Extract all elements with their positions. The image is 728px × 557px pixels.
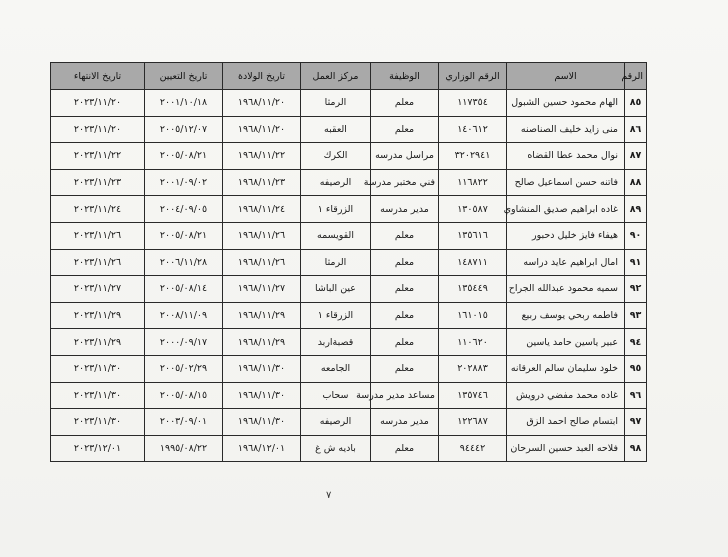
table-row bbox=[51, 435, 647, 462]
cell-name: هيفاء فايز خليل دحبور bbox=[507, 222, 625, 249]
header-job: الوظيفة bbox=[371, 63, 439, 90]
cell-ministry-id: ١٣٥٤٤٩ bbox=[439, 276, 507, 303]
cell-hire-date: ٢٠٠٠/٠٩/١٧ bbox=[145, 329, 223, 356]
cell-ministry-id: ١٦١٠١٥ bbox=[439, 302, 507, 329]
cell-name: فاطمه ربحي يوسف ربيع bbox=[507, 302, 625, 329]
cell-birth-date: ١٩٦٨/١١/٣٠ bbox=[223, 355, 301, 382]
cell-index: ٨٦ bbox=[625, 116, 647, 143]
cell-end-date: ٢٠٢٣/١١/٢٧ bbox=[51, 276, 145, 303]
cell-birth-date: ١٩٦٨/١١/٢٣ bbox=[223, 169, 301, 196]
cell-name: خلود سليمان سالم العرقانه bbox=[507, 355, 625, 382]
cell-work-center: الجامعه bbox=[301, 355, 371, 382]
cell-index: ٩٨ bbox=[625, 435, 647, 462]
cell-work-center: الرصيفه bbox=[301, 409, 371, 436]
cell-job: معلم bbox=[371, 276, 439, 303]
cell-birth-date: ١٩٦٨/١١/٣٠ bbox=[223, 382, 301, 409]
cell-index: ٨٥ bbox=[625, 90, 647, 117]
table-row bbox=[51, 116, 647, 143]
cell-end-date: ٢٠٢٣/١١/٢٢ bbox=[51, 143, 145, 170]
table-row bbox=[51, 196, 647, 223]
cell-index: ٩٥ bbox=[625, 355, 647, 382]
cell-name: الهام محمود حسين الشبول bbox=[507, 90, 625, 117]
cell-hire-date: ٢٠٠٥/٠٨/٢١ bbox=[145, 222, 223, 249]
cell-job: معلم bbox=[371, 222, 439, 249]
cell-end-date: ٢٠٢٣/١١/٢٦ bbox=[51, 222, 145, 249]
cell-index: ٩١ bbox=[625, 249, 647, 276]
cell-job: معلم bbox=[371, 90, 439, 117]
table-row bbox=[51, 302, 647, 329]
cell-ministry-id: ١٣٥٧٤٦ bbox=[439, 382, 507, 409]
cell-hire-date: ٢٠٠٥/١٢/٠٧ bbox=[145, 116, 223, 143]
cell-job: معلم bbox=[371, 249, 439, 276]
cell-birth-date: ١٩٦٨/١١/٢٠ bbox=[223, 90, 301, 117]
cell-name: عبير ياسين حامد ياسين bbox=[507, 329, 625, 356]
cell-work-center: الرصيفه bbox=[301, 169, 371, 196]
cell-job: مدير مدرسه bbox=[371, 409, 439, 436]
cell-name: فلاحه العبد حسين السرحان bbox=[507, 435, 625, 462]
header-work-center: مركز العمل bbox=[301, 63, 371, 90]
cell-hire-date: ٢٠٠١/٠٩/٠٢ bbox=[145, 169, 223, 196]
cell-work-center: باديه ش غ bbox=[301, 435, 371, 462]
cell-index: ٩٤ bbox=[625, 329, 647, 356]
table-row bbox=[51, 329, 647, 356]
cell-hire-date: ٢٠٠٥/٠٨/١٥ bbox=[145, 382, 223, 409]
cell-index: ٨٨ bbox=[625, 169, 647, 196]
table-row bbox=[51, 355, 647, 382]
cell-ministry-id: ١٤٠٦١٢ bbox=[439, 116, 507, 143]
table-row bbox=[51, 222, 647, 249]
cell-job: معلم bbox=[371, 435, 439, 462]
cell-work-center: قصبةاربد bbox=[301, 329, 371, 356]
cell-birth-date: ١٩٦٨/١٢/٠١ bbox=[223, 435, 301, 462]
cell-hire-date: ١٩٩٥/٠٨/٢٢ bbox=[145, 435, 223, 462]
cell-work-center: الرمثا bbox=[301, 249, 371, 276]
cell-hire-date: ٢٠٠٨/١١/٠٩ bbox=[145, 302, 223, 329]
cell-job: مساعد مدير مدرسة bbox=[371, 382, 439, 409]
cell-work-center: عين الباشا bbox=[301, 276, 371, 303]
cell-work-center: الرمثا bbox=[301, 90, 371, 117]
cell-end-date: ٢٠٢٣/١١/٢٠ bbox=[51, 116, 145, 143]
cell-ministry-id: ١١٧٣٥٤ bbox=[439, 90, 507, 117]
cell-index: ٨٧ bbox=[625, 143, 647, 170]
table-row bbox=[51, 382, 647, 409]
cell-hire-date: ٢٠٠٥/٠٢/٢٩ bbox=[145, 355, 223, 382]
cell-name: امال ابراهيم عايد دراسه bbox=[507, 249, 625, 276]
cell-name: غاده محمد مفضي درويش bbox=[507, 382, 625, 409]
cell-name: فاتنه حسن اسماعيل صالح bbox=[507, 169, 625, 196]
cell-end-date: ٢٠٢٣/١١/٢٩ bbox=[51, 302, 145, 329]
cell-job: مراسل مدرسه bbox=[371, 143, 439, 170]
cell-name: منى زايد خليف الصناصنه bbox=[507, 116, 625, 143]
cell-birth-date: ١٩٦٨/١١/٢٠ bbox=[223, 116, 301, 143]
cell-ministry-id: ٣٢٠٢٩٤١ bbox=[439, 143, 507, 170]
cell-ministry-id: ١٤٨٧١١ bbox=[439, 249, 507, 276]
cell-birth-date: ١٩٦٨/١١/٣٠ bbox=[223, 409, 301, 436]
cell-end-date: ٢٠٢٣/١١/٢٣ bbox=[51, 169, 145, 196]
cell-birth-date: ١٩٦٨/١١/٢٦ bbox=[223, 249, 301, 276]
table-header-row bbox=[51, 63, 647, 90]
cell-ministry-id: ١١٦٨٢٢ bbox=[439, 169, 507, 196]
cell-hire-date: ٢٠٠٣/٠٩/٠١ bbox=[145, 409, 223, 436]
cell-hire-date: ٢٠٠٦/١١/٢٨ bbox=[145, 249, 223, 276]
cell-hire-date: ٢٠٠٥/٠٨/٢١ bbox=[145, 143, 223, 170]
cell-name: ابتسام صالح احمد الزق bbox=[507, 409, 625, 436]
cell-job: فني مختبر مدرسة bbox=[371, 169, 439, 196]
header-name: الاسم bbox=[507, 63, 625, 90]
cell-birth-date: ١٩٦٨/١١/٢٧ bbox=[223, 276, 301, 303]
cell-ministry-id: ١١٠٦٢٠ bbox=[439, 329, 507, 356]
header-hire-date: تاريخ التعيين bbox=[145, 63, 223, 90]
cell-index: ٩٣ bbox=[625, 302, 647, 329]
cell-work-center: العقبه bbox=[301, 116, 371, 143]
cell-end-date: ٢٠٢٣/١١/٢٩ bbox=[51, 329, 145, 356]
cell-end-date: ٢٠٢٣/١١/٢٠ bbox=[51, 90, 145, 117]
cell-birth-date: ١٩٦٨/١١/٢٩ bbox=[223, 302, 301, 329]
cell-ministry-id: ٩٤٤٤٢ bbox=[439, 435, 507, 462]
cell-job: معلم bbox=[371, 116, 439, 143]
cell-hire-date: ٢٠٠٥/٠٨/١٤ bbox=[145, 276, 223, 303]
cell-ministry-id: ١٣٥٦١٦ bbox=[439, 222, 507, 249]
cell-hire-date: ٢٠٠٤/٠٩/٠٥ bbox=[145, 196, 223, 223]
cell-work-center: سحاب bbox=[301, 382, 371, 409]
header-end-date: تاريخ الانتهاء bbox=[51, 63, 145, 90]
cell-name: سميه محمود عبدالله الجراح bbox=[507, 276, 625, 303]
cell-index: ٩٢ bbox=[625, 276, 647, 303]
cell-birth-date: ١٩٦٨/١١/٢٩ bbox=[223, 329, 301, 356]
cell-birth-date: ١٩٦٨/١١/٢٤ bbox=[223, 196, 301, 223]
cell-job: معلم bbox=[371, 329, 439, 356]
cell-job: مدير مدرسه bbox=[371, 196, 439, 223]
cell-end-date: ٢٠٢٣/١١/٣٠ bbox=[51, 355, 145, 382]
header-ministry-id: الرقم الوزاري bbox=[439, 63, 507, 90]
cell-name: غاده ابراهيم صديق المنشاوي bbox=[507, 196, 625, 223]
cell-work-center: الكرك bbox=[301, 143, 371, 170]
cell-index: ٩٦ bbox=[625, 382, 647, 409]
cell-hire-date: ٢٠٠١/١٠/١٨ bbox=[145, 90, 223, 117]
table-row bbox=[51, 276, 647, 303]
table-row bbox=[51, 249, 647, 276]
cell-end-date: ٢٠٢٣/١١/٣٠ bbox=[51, 409, 145, 436]
header-index: الرقم bbox=[625, 63, 647, 90]
cell-work-center: الزرقاء ١ bbox=[301, 196, 371, 223]
cell-birth-date: ١٩٦٨/١١/٢٢ bbox=[223, 143, 301, 170]
cell-end-date: ٢٠٢٣/١١/٣٠ bbox=[51, 382, 145, 409]
cell-index: ٨٩ bbox=[625, 196, 647, 223]
cell-name: نوال محمد عطا القضاه bbox=[507, 143, 625, 170]
cell-index: ٩٧ bbox=[625, 409, 647, 436]
cell-end-date: ٢٠٢٣/١٢/٠١ bbox=[51, 435, 145, 462]
page-number: ٧ bbox=[326, 490, 332, 501]
cell-work-center: القويسمه bbox=[301, 222, 371, 249]
cell-ministry-id: ٢٠٢٨٨٣ bbox=[439, 355, 507, 382]
cell-birth-date: ١٩٦٨/١١/٢٦ bbox=[223, 222, 301, 249]
cell-work-center: الزرقاء ١ bbox=[301, 302, 371, 329]
cell-job: معلم bbox=[371, 302, 439, 329]
header-birth-date: تاريخ الولادة bbox=[223, 63, 301, 90]
cell-job: معلم bbox=[371, 355, 439, 382]
employee-table bbox=[50, 62, 647, 462]
cell-end-date: ٢٠٢٣/١١/٢٤ bbox=[51, 196, 145, 223]
cell-ministry-id: ١٢٢٦٨٧ bbox=[439, 409, 507, 436]
table-row bbox=[51, 409, 647, 436]
cell-index: ٩٠ bbox=[625, 222, 647, 249]
table-row bbox=[51, 169, 647, 196]
table-row bbox=[51, 90, 647, 117]
cell-end-date: ٢٠٢٣/١١/٢٦ bbox=[51, 249, 145, 276]
table-row bbox=[51, 143, 647, 170]
cell-ministry-id: ١٣٠٥٨٧ bbox=[439, 196, 507, 223]
